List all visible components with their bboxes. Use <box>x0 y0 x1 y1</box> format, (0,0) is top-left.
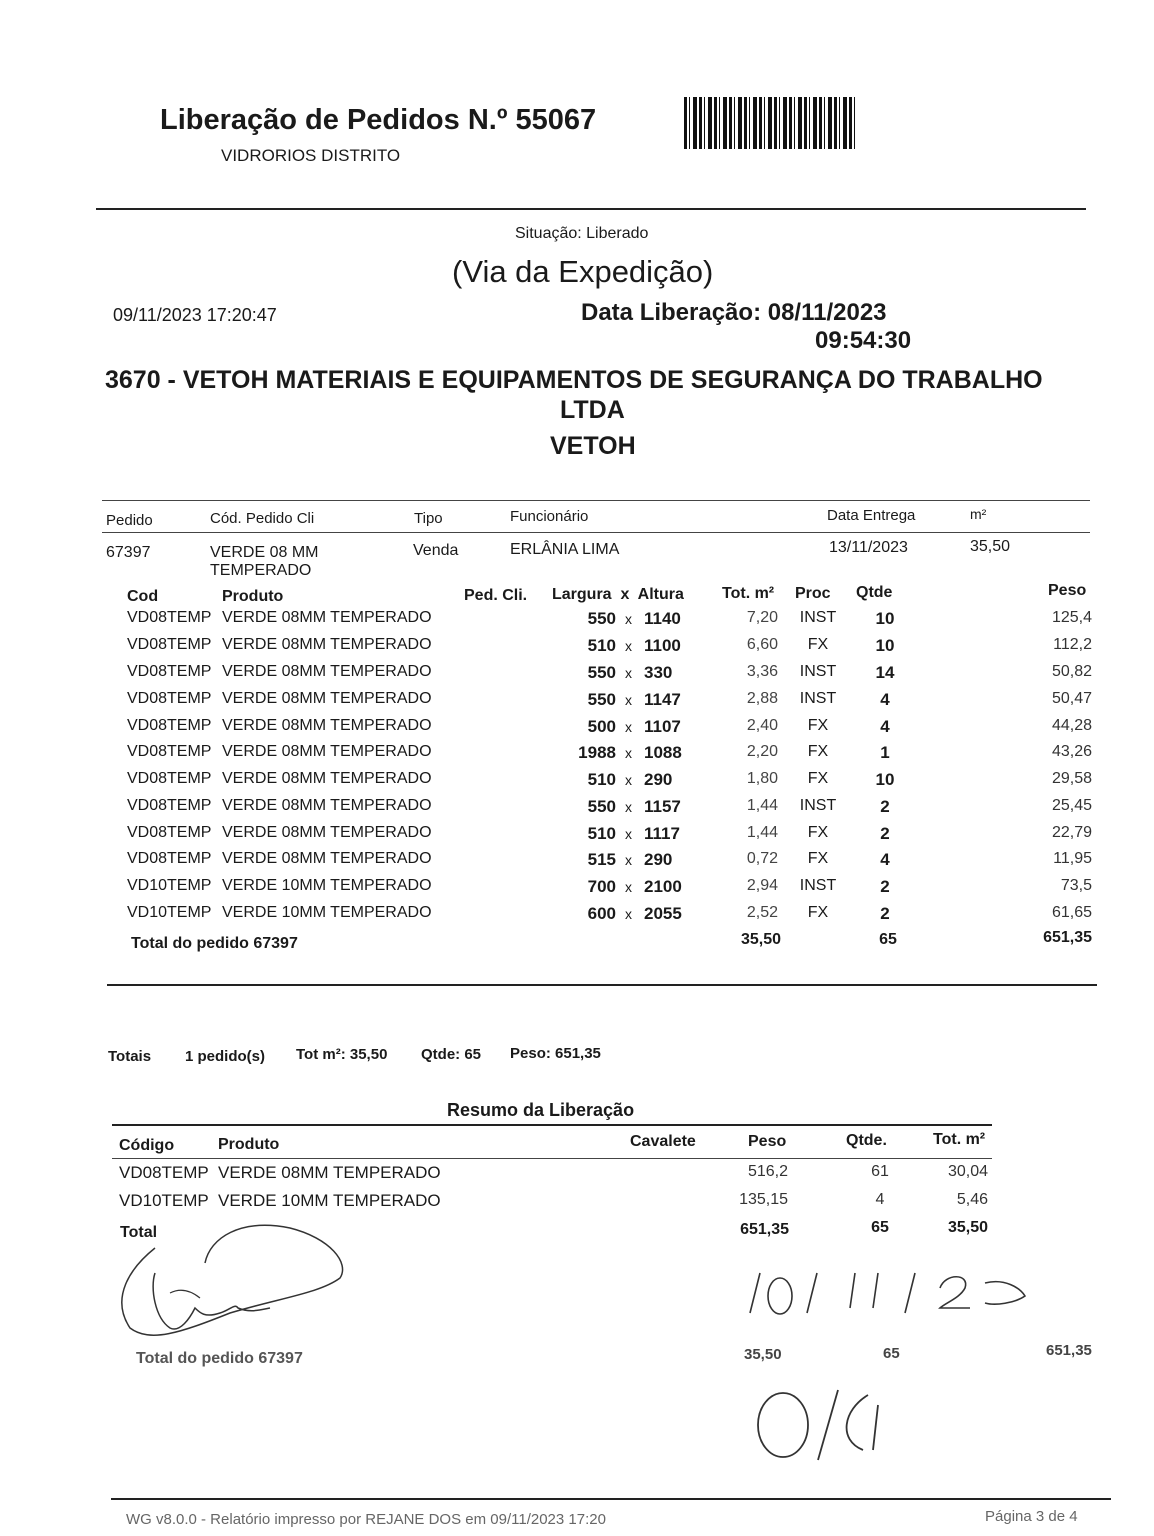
row-largura: 550 <box>587 663 616 682</box>
row-peso: 112,2 <box>1053 636 1092 653</box>
company-name: VIDRORIOS DISTRITO <box>221 146 401 165</box>
row-altura: 1147 <box>644 690 681 709</box>
barcode <box>684 97 858 149</box>
totais-m2: Tot m²: 35,50 <box>296 1046 388 1063</box>
resumo-th-peso: Peso <box>748 1133 787 1150</box>
row-tot-m2: 0,72 <box>746 850 778 867</box>
resumo-title: Resumo da Liberação <box>447 1100 635 1120</box>
handwritten-ok <box>748 1380 898 1470</box>
row-proc: INST <box>799 877 837 894</box>
row-produto: VERDE 08MM TEMPERADO <box>222 824 432 841</box>
th-qtde: Qtde <box>856 584 893 601</box>
row-largura: 700 <box>587 877 616 896</box>
row-largura: 500 <box>587 717 616 736</box>
client-name-cont: LTDA <box>560 396 625 424</box>
table-row <box>0 904 1154 931</box>
th-proc: Proc <box>795 585 831 602</box>
row-peso: 22,79 <box>1051 824 1092 841</box>
row-peso: 43,26 <box>1051 743 1092 760</box>
resumo-peso: 135,15 <box>739 1191 788 1208</box>
col-m2: m² <box>970 506 987 522</box>
page-title: Liberação de Pedidos N.º 55067 <box>160 104 597 136</box>
row-produto: VERDE 08MM TEMPERADO <box>222 690 432 707</box>
row-produto: VERDE 08MM TEMPERADO <box>222 636 432 653</box>
resumo-codigo: VD08TEMP <box>119 1163 209 1182</box>
order-total-label: Total do pedido 67397 <box>131 935 298 952</box>
order-header-top-line <box>102 500 1090 501</box>
row-cod: VD10TEMP <box>127 904 212 921</box>
footer-divider <box>111 1498 1111 1500</box>
resumo-peso: 516,2 <box>747 1163 788 1180</box>
table-row <box>0 663 1154 690</box>
release-time: 09:54:30 <box>815 327 912 354</box>
row-cod: VD08TEMP <box>127 636 212 653</box>
col-data-entrega: Data Entrega <box>827 507 916 524</box>
row-largura: 550 <box>587 609 616 628</box>
resumo-qtde: 4 <box>875 1191 885 1208</box>
row-proc: FX <box>807 717 829 734</box>
row-largura: 550 <box>587 690 616 709</box>
resumo-th-produto: Produto <box>218 1136 280 1153</box>
row-peso: 50,47 <box>1051 690 1092 707</box>
row-tot-m2: 1,44 <box>746 797 778 814</box>
th-ped-cli: Ped. Cli. <box>464 587 528 604</box>
row-x: x <box>625 638 632 654</box>
row-cod: VD08TEMP <box>127 609 212 626</box>
resumo-qtde: 61 <box>871 1163 889 1180</box>
row-altura: 1117 <box>644 824 680 843</box>
row-x: x <box>625 692 632 708</box>
row-tot-m2: 2,88 <box>746 690 778 707</box>
row-x: x <box>625 826 632 842</box>
row-x: x <box>625 906 632 922</box>
resumo-th-codigo: Código <box>119 1137 175 1154</box>
resumo-total-label: Total <box>120 1224 158 1241</box>
row-x: x <box>625 611 632 627</box>
row-produto: VERDE 08MM TEMPERADO <box>222 717 432 734</box>
row-proc: INST <box>799 690 837 707</box>
totais-label: Totais <box>108 1048 152 1065</box>
row-produto: VERDE 10MM TEMPERADO <box>222 877 432 894</box>
row-peso: 61,65 <box>1051 904 1092 921</box>
row-x: x <box>625 745 632 761</box>
signature-scrawl <box>110 1218 370 1348</box>
row-cod: VD08TEMP <box>127 717 212 734</box>
row-altura: 290 <box>644 850 673 869</box>
th-peso: Peso <box>1048 582 1087 599</box>
order-tipo: Venda <box>413 542 459 559</box>
row-proc: FX <box>807 770 829 787</box>
resumo-row <box>0 1163 1154 1191</box>
row-x: x <box>625 852 632 868</box>
row-tot-m2: 3,36 <box>746 663 778 680</box>
order-cod-cli-2: TEMPERADO <box>210 562 312 579</box>
row-cod: VD10TEMP <box>127 877 212 894</box>
via-label: (Via da Expedição) <box>452 254 714 289</box>
row-peso: 25,45 <box>1051 797 1092 814</box>
resumo-th-qtde: Qtde. <box>846 1132 887 1149</box>
row-x: x <box>625 665 632 681</box>
row-proc: FX <box>807 743 829 760</box>
row-largura: 600 <box>587 904 616 923</box>
row-proc: INST <box>799 609 837 626</box>
page-number: Página 3 de 4 <box>985 1508 1078 1525</box>
row-cod: VD08TEMP <box>127 663 212 680</box>
col-cod-pedido-cli: Cód. Pedido Cli <box>210 510 315 527</box>
header-divider <box>96 208 1086 210</box>
order-data-entrega: 13/11/2023 <box>829 539 908 556</box>
resumo-codigo: VD10TEMP <box>119 1191 209 1210</box>
resumo-th-cavalete: Cavalete <box>630 1133 696 1150</box>
table-row <box>0 743 1154 770</box>
items-divider <box>107 984 1097 986</box>
row-peso: 11,95 <box>1053 850 1092 867</box>
row-altura: 290 <box>644 770 673 789</box>
row-cod: VD08TEMP <box>127 690 212 707</box>
row-altura: 1100 <box>644 636 681 655</box>
status-text: Situação: Liberado <box>515 225 649 242</box>
client-name: 3670 - VETOH MATERIAIS E EQUIPAMENTOS DE SEGURANÇA DO TRABALHO <box>105 366 1043 394</box>
row-altura: 330 <box>644 663 673 682</box>
row-altura: 1140 <box>644 609 681 628</box>
row-peso: 125,4 <box>1051 609 1092 626</box>
bleed-m2: 35,50 <box>744 1346 782 1363</box>
row-largura: 1988 <box>578 743 616 762</box>
table-row <box>0 797 1154 824</box>
row-largura: 515 <box>587 850 616 869</box>
bleed-peso: 651,35 <box>1046 1342 1092 1359</box>
order-m2: 35,50 <box>970 538 1011 555</box>
resumo-tot-m2: 5,46 <box>956 1191 988 1208</box>
row-produto: VERDE 08MM TEMPERADO <box>222 797 432 814</box>
table-row <box>0 770 1154 797</box>
row-qtde: 2 <box>880 877 890 896</box>
report-footer: WG v8.0.0 - Relatório impresso por REJANE DOS em 09/11/2023 17:20 <box>126 1511 606 1528</box>
table-row <box>0 636 1154 663</box>
resumo-total-peso: 651,35 <box>740 1221 789 1238</box>
totais-qtde: Qtde: 65 <box>421 1046 482 1063</box>
row-proc: FX <box>807 824 829 841</box>
row-qtde: 1 <box>880 743 890 762</box>
row-tot-m2: 2,40 <box>746 717 778 734</box>
col-tipo: Tipo <box>414 510 443 527</box>
row-peso: 29,58 <box>1051 770 1092 787</box>
row-qtde: 10 <box>875 609 895 628</box>
row-altura: 1088 <box>644 743 682 762</box>
row-largura: 510 <box>587 636 616 655</box>
row-proc: FX <box>807 904 829 921</box>
print-datetime: 09/11/2023 17:20:47 <box>113 305 277 325</box>
table-row <box>0 690 1154 717</box>
resumo-th-tot-m2: Tot. m² <box>933 1131 986 1148</box>
row-tot-m2: 1,80 <box>746 770 778 787</box>
row-largura: 510 <box>587 824 616 843</box>
row-proc: INST <box>799 797 837 814</box>
row-peso: 44,28 <box>1051 717 1092 734</box>
resumo-tot-m2: 30,04 <box>947 1163 988 1180</box>
totais-pedidos: 1 pedido(s) <box>185 1048 266 1065</box>
row-produto: VERDE 08MM TEMPERADO <box>222 770 432 787</box>
row-largura: 550 <box>587 797 616 816</box>
row-peso: 50,82 <box>1051 663 1092 680</box>
row-cod: VD08TEMP <box>127 770 212 787</box>
row-altura: 1107 <box>644 717 681 736</box>
table-row <box>0 850 1154 877</box>
row-altura: 2055 <box>644 904 682 923</box>
order-total-peso: 651,35 <box>1043 929 1092 946</box>
row-proc: FX <box>807 850 829 867</box>
row-qtde: 2 <box>880 797 890 816</box>
row-proc: INST <box>799 663 837 680</box>
row-qtde: 14 <box>875 663 895 682</box>
row-produto: VERDE 08MM TEMPERADO <box>222 609 432 626</box>
row-altura: 2100 <box>644 877 682 896</box>
row-proc: FX <box>807 636 829 653</box>
row-qtde: 4 <box>880 850 890 869</box>
resumo-produto: VERDE 08MM TEMPERADO <box>218 1163 441 1182</box>
order-funcionario: ERLÂNIA LIMA <box>510 541 620 558</box>
col-pedido: Pedido <box>106 512 153 529</box>
row-tot-m2: 2,94 <box>746 877 778 894</box>
row-tot-m2: 2,52 <box>746 904 778 921</box>
row-qtde: 2 <box>880 904 890 923</box>
row-tot-m2: 7,20 <box>746 609 778 626</box>
row-cod: VD08TEMP <box>127 850 212 867</box>
row-tot-m2: 2,20 <box>746 743 778 760</box>
order-total-qtde: 65 <box>879 931 897 948</box>
client-short-name: VETOH <box>550 432 636 460</box>
row-qtde: 4 <box>880 717 890 736</box>
resumo-total-qtde: 65 <box>871 1219 889 1236</box>
row-tot-m2: 1,44 <box>746 824 778 841</box>
row-x: x <box>625 879 632 895</box>
row-qtde: 2 <box>880 824 890 843</box>
release-date: Data Liberação: 08/11/2023 <box>581 299 887 326</box>
row-altura: 1157 <box>644 797 681 816</box>
row-qtde: 10 <box>875 636 895 655</box>
row-qtde: 10 <box>875 770 895 789</box>
resumo-top-line <box>112 1124 992 1126</box>
order-pedido: 67397 <box>106 544 151 561</box>
table-row <box>0 824 1154 851</box>
row-largura: 510 <box>587 770 616 789</box>
th-largura-altura: Largura x Altura <box>552 586 684 603</box>
bleed-qtde: 65 <box>883 1345 900 1362</box>
row-x: x <box>625 772 632 788</box>
table-row <box>0 609 1154 636</box>
th-tot-m2: Tot. m² <box>722 585 775 602</box>
row-produto: VERDE 08MM TEMPERADO <box>222 663 432 680</box>
row-tot-m2: 6,60 <box>746 636 778 653</box>
row-x: x <box>625 799 632 815</box>
row-qtde: 4 <box>880 690 890 709</box>
resumo-row <box>0 1191 1154 1219</box>
resumo-total-m2: 35,50 <box>947 1219 988 1236</box>
order-header-bottom-line <box>102 532 1090 533</box>
row-cod: VD08TEMP <box>127 797 212 814</box>
th-cod: Cod <box>127 588 159 605</box>
bleed-total-label: Total do pedido 67397 <box>136 1350 303 1367</box>
col-funcionario: Funcionário <box>510 508 589 525</box>
th-produto: Produto <box>222 588 284 605</box>
order-total-m2: 35,50 <box>740 931 781 948</box>
handwritten-date <box>735 1258 1035 1328</box>
order-cod-cli-1: VERDE 08 MM <box>210 544 319 561</box>
row-cod: VD08TEMP <box>127 743 212 760</box>
row-peso: 73,5 <box>1060 877 1092 894</box>
row-produto: VERDE 08MM TEMPERADO <box>222 743 432 760</box>
row-produto: VERDE 08MM TEMPERADO <box>222 850 432 867</box>
row-cod: VD08TEMP <box>127 824 212 841</box>
table-row <box>0 717 1154 744</box>
resumo-produto: VERDE 10MM TEMPERADO <box>218 1191 441 1210</box>
row-x: x <box>625 719 632 735</box>
row-produto: VERDE 10MM TEMPERADO <box>222 904 432 921</box>
resumo-header-line <box>112 1158 992 1159</box>
totais-peso: Peso: 651,35 <box>510 1045 601 1062</box>
table-row <box>0 877 1154 904</box>
